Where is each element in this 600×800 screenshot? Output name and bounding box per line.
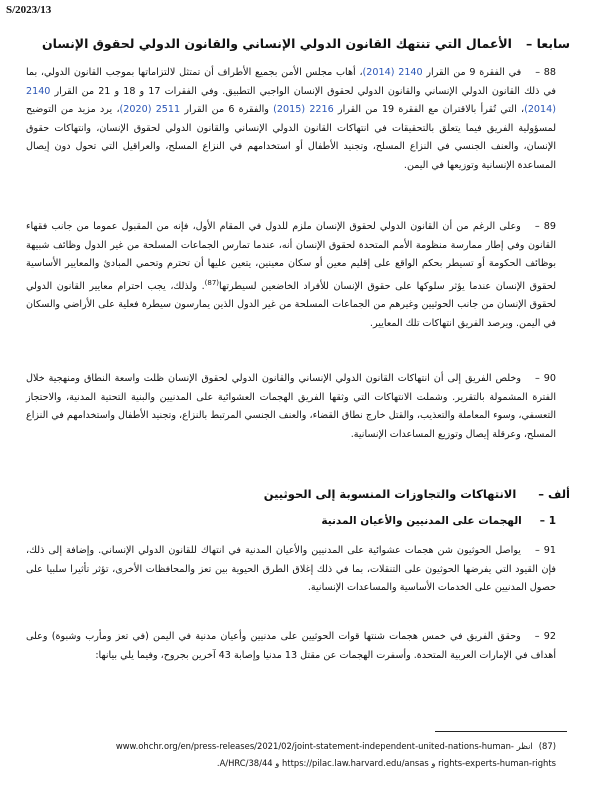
footnote-number: (87) — [538, 741, 556, 751]
paragraph-90 — [26, 370, 556, 444]
section-heading — [30, 36, 570, 51]
paragraph-text: ، يرد مزيد من التوضيح لمسؤولية الفريق فيما يتعلق بالتحقيقات في انتهاكات القانون الدولي الإنساني والقانون الدولي لحقوق الإنسان، وانتهاكات حقوق الإنسان، والعنف الجنسي في النزاع المسلح، وتجنيد الأطفال أو استخدامهم في النزاع المسلح، والعراقيل التي تحول دون إيصال المساعدة الإنسانية وتوزيعها في اليمن. — [26, 104, 556, 171]
section-number: سابعا – — [525, 36, 570, 51]
paragraph-text: وحقق الفريق في خمس هجمات شنتها قوات الحوثيين على مدنيين وأعيان مدنية في اليمن (في تعز ومأرب وشبوة) وعلى أهداف في الإمارات العربية المتحدة. وأسفرت الهجمات عن مقتل 13 مدنيا وإصابة 43 آخرين بجروح، وفيما يلي بيانها: — [26, 631, 556, 661]
paragraph-number: 91 – — [534, 545, 556, 556]
subsubsection-title-text: الهجمات على المدنيين والأعيان المدنية — [321, 515, 522, 527]
footnote-lead: انظر — [516, 741, 533, 751]
paragraph-number: 88 – — [535, 67, 556, 78]
section-title-text: الأعمال التي تنتهك القانون الدولي الإنساني والقانون الدولي لحقوق الإنسان — [41, 36, 512, 51]
subsubsection-number: 1 – — [539, 515, 556, 527]
footnote-reference[interactable]: (87) — [204, 278, 220, 287]
paragraph-text: . ولذلك، يجب احترام معايير القانون الدولي لحقوق الإنسان من جانب الحوثيين وغيرهم من الجماعات المسلحة من غير الدول الذين يمارسون سيطرة فعلية على الأراضي والسكان في اليمن. ويرصد الفريق انتهاكات تلك المعايير. — [26, 280, 556, 329]
resolution-link[interactable]: 2511 (2020) — [119, 104, 181, 115]
footnote-87 — [16, 738, 556, 772]
resolution-link[interactable]: 2140 (2014) — [26, 85, 556, 115]
subsection-title-text: الانتهاكات والتجاوزات المنسوبة إلى الحوثيين — [263, 487, 517, 501]
subsubsection-heading — [321, 515, 556, 527]
paragraph-number: 90 – — [534, 373, 556, 384]
subsection-heading — [264, 487, 570, 501]
paragraph-92 — [26, 628, 556, 665]
resolution-link[interactable]: 2140 (2014) — [362, 67, 423, 78]
paragraph-91 — [26, 542, 556, 598]
paragraph-text: ، التي تُقرأ بالاقتران مع الفقرة 19 من القرار — [333, 104, 525, 115]
footnote-url[interactable]: www.ohchr.org/en/press-releases/2021/02/joint-statement-independent-united-nations-human- — [115, 741, 514, 751]
paragraph-text: وعلى الرغم من أن القانون الدولي لحقوق الإنسان ملزم للدول في المقام الأول، فإنه من المقبول عموما من جانب فقهاء القانون وفي إطار ممارسة منظومة الأمم المتحدة لحقوق الإنسان أنه، عندما تمارس الجماعات المسلحة من غير الدول وظائف شبيهة بوظائف الحكومة أو تسيطر بحكم الواقع على إقليم معين أو سكان معينين، يتعين عليها أن تحترم وتحمي المبادئ والمعايير الأساسية لحقوق الإنسان عندما يؤثر سلوكها على حقوق الإنسان للأفراد الخاضعين لسيطرتها — [26, 221, 556, 292]
footnote-line — [16, 738, 556, 755]
footnote-divider — [435, 731, 567, 732]
paragraph-text: يواصل الحوثيون شن هجمات عشوائية على المدنيين والأعيان المدنية في انتهاك للقانون الدولي الإنساني. وإضافة إلى ذلك، فإن القيود التي يفرضها الحوثيون على التنقلات، بما في ذلك إغلاق الطرق الحيوية بين تعز والمحافظات الأخرى، تؤثر تأثيرا سلبيا على حصول المدنيين على الخدمات الأساسية والمساعدات الإنسانية. — [26, 545, 556, 593]
paragraph-number: 89 – — [534, 221, 556, 232]
footnote-connector: و — [272, 758, 282, 768]
paragraph-text: والفقرة 6 من القرار — [180, 104, 274, 115]
paragraph-text: ، أهاب مجلس الأمن بجميع الأطراف أن تمتثل لالتزاماتها بموجب القانون الدولي، بما في ذلك القانون الدولي الإنساني والقانون الدولي لحقوق الإنسان الواجبي التطبيق. وفي الفقرات 17 و 18 و 21 من القرار — [26, 67, 557, 97]
paragraph-text: في الفقرة 9 من القرار — [422, 67, 522, 78]
resolution-link[interactable]: 2216 (2015) — [273, 104, 334, 115]
footnote-document-symbol[interactable]: A/HRC/38/44 — [219, 758, 273, 768]
subsection-number: ألف – — [538, 487, 570, 501]
paragraph-89 — [26, 218, 556, 333]
footnote-url[interactable]: rights-experts-human-rights — [438, 758, 556, 768]
document-symbol: S/2023/13 — [6, 4, 52, 16]
paragraph-number: 92 – — [534, 631, 556, 642]
paragraph-text: وخلص الفريق إلى أن انتهاكات القانون الدولي الإنساني والقانون الدولي لحقوق الإنسان ظلت واسعة النطاق ومنهجية خلال الفترة المشمولة بالتقرير. وشملت الانتهاكات التي وثقها الفريق الهجمات العشوائية على المدنيين والبنية التحتية المدنية، والاحتجاز التعسفي، وسوء المعاملة والتعذيب، والقتل خارج نطاق القضاء، والعنف الجنسي المرتبط بالنزاع، وتجنيد الأطفال واستخدامهم في النزاع المسلح، وعرقلة إيصال وتوزيع المساعدات الإنسانية. — [26, 373, 556, 440]
footnote-line — [16, 755, 556, 772]
footnote-connector: و — [428, 758, 439, 768]
footnote-url[interactable]: https://pilac.law.harvard.edu/ansas — [282, 758, 429, 768]
footnote-end: . — [216, 758, 220, 768]
paragraph-88 — [26, 64, 556, 175]
